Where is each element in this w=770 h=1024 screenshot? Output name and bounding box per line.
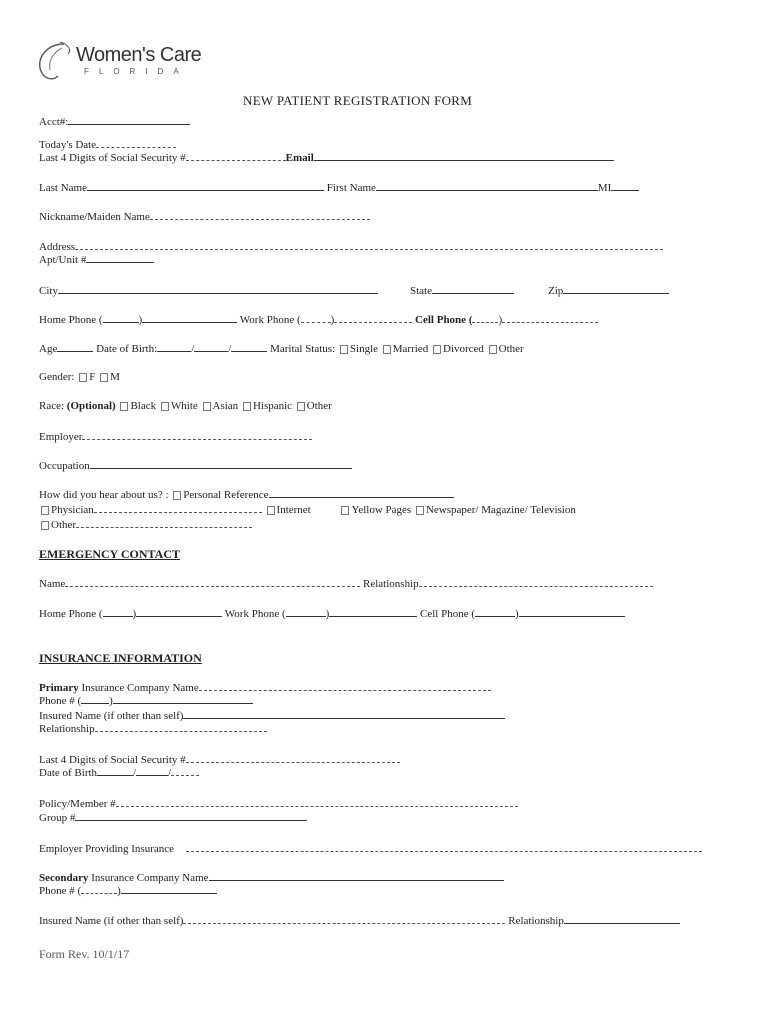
insurance-employer-field[interactable] [186,842,702,852]
home-phone-field[interactable] [142,313,237,323]
secondary-phone-row: Phone # ( ) [39,884,217,897]
emergency-cell-area[interactable] [475,607,515,617]
hear-other-checkbox[interactable] [41,521,49,530]
todays-date-row [39,138,176,151]
emergency-cell-phone-label: Cell Phone ( [420,608,476,620]
emergency-cell-field[interactable] [519,607,625,617]
secondary-company-label: Insurance Company Name [91,872,209,884]
primary-relationship-field[interactable] [95,722,267,732]
insurance-ssn-row [39,753,400,766]
primary-phone-label: Phone # ( [39,695,82,707]
marital-single-label: Single [349,343,379,355]
secondary-label: Secondary [39,872,89,884]
marital-other-label: Other [498,343,524,355]
primary-relationship-label: Relationship [39,723,95,735]
emergency-work-field[interactable] [329,607,417,617]
state-label: State [410,285,432,297]
gender-row [39,371,120,383]
zip-row [548,284,669,297]
ssn-label: Last 4 Digits of Social Security # [39,152,186,164]
address-label: Address [39,241,76,253]
secondary-insured-field[interactable] [183,914,505,924]
race-asian-checkbox[interactable] [203,402,211,411]
acct-label: Acct#: [39,116,69,128]
mi-label: MI [597,182,612,194]
secondary-insured-row [39,914,680,927]
gender-label: Gender: [39,371,75,383]
primary-label: Primary [39,682,79,694]
insurance-ssn-label: Last 4 Digits of Social Security # [39,754,186,766]
race-hispanic-checkbox[interactable] [243,402,251,411]
race-asian-label: Asian [212,400,239,412]
race-white-label: White [170,400,198,412]
hear-internet-checkbox[interactable] [267,506,275,515]
race-label: Race: [39,400,65,412]
race-black-label: Black [130,400,157,412]
todays-date-label: Today's Date [39,139,97,151]
emergency-name-label: Name [39,578,66,590]
form-revision: Form Rev. 10/1/17 [39,947,130,961]
policy-label: Policy/Member # [39,798,116,810]
gender-m-label: M [110,371,120,383]
zip-label: Zip [548,285,564,297]
dob-label: Date of Birth: [96,343,158,355]
emergency-name-field[interactable] [65,577,360,587]
city-label: City [39,285,58,297]
age-label: Age [39,343,58,355]
last-name-field[interactable] [87,181,324,191]
secondary-insured-label: Insured Name (if other than self) [39,915,184,927]
emergency-relationship-field[interactable] [419,577,653,587]
marital-divorced-label: Divorced [442,343,484,355]
emergency-name-row [39,577,653,590]
logo [34,40,224,90]
hear-about-row-3 [39,518,252,531]
employer-label: Employer [39,431,83,443]
insurance-heading: INSURANCE INFORMATION [39,651,202,665]
policy-row [39,797,518,810]
dob-month[interactable] [157,342,191,352]
work-phone-area[interactable] [301,313,331,323]
marital-label: Marital Status: [270,343,336,355]
marital-married-checkbox[interactable] [383,345,391,354]
insurance-ssn-field[interactable] [186,753,400,763]
name-row [39,181,639,194]
secondary-company-field[interactable] [209,871,504,881]
logo-swirl-icon [34,40,74,86]
dob-year[interactable] [231,342,267,352]
apt-field[interactable] [86,253,154,263]
ssn-field[interactable] [186,151,286,161]
dob-day[interactable] [194,342,228,352]
hear-other-label: Other [51,519,77,531]
work-phone-label: Work Phone ( [239,314,301,326]
hear-physician-checkbox[interactable] [41,506,49,515]
work-phone-field[interactable] [334,313,412,323]
insurance-employer-label: Employer Providing Insurance [39,843,175,855]
hear-about-row-2 [39,503,576,516]
group-label: Group # [39,812,76,824]
hear-yellow-pages-label: Yellow Pages [351,504,412,516]
email-label: Email [285,152,314,164]
acct-row [39,115,190,128]
primary-relationship-row [39,722,267,735]
secondary-phone-area[interactable] [81,884,117,894]
policy-field[interactable] [116,797,518,807]
gender-m-checkbox[interactable] [100,373,108,382]
insurance-dob-label: Date of Birth [39,767,98,779]
state-field[interactable] [432,284,514,294]
emergency-heading: EMERGENCY CONTACT [39,547,181,561]
home-phone-area[interactable] [103,313,139,323]
hear-physician-label: Physician [51,504,94,516]
email-field[interactable] [314,151,614,161]
phone-row: Home Phone ( ) Work Phone ( ) Cell Phone ( ) [39,313,598,326]
state-row [410,284,514,297]
group-field[interactable] [75,811,307,821]
primary-phone-area[interactable] [81,694,109,704]
primary-phone-row: Phone # ( ) [39,694,253,707]
logo-name: Women's Care [76,44,202,66]
marital-divorced-checkbox[interactable] [433,345,441,354]
cell-phone-area[interactable] [472,313,498,323]
secondary-phone-label: Phone # ( [39,885,82,897]
mi-field[interactable] [611,181,639,191]
age-row: Age Date of Birth: / / Marital Status: Single Married Divorced Other [39,343,524,355]
cell-phone-field[interactable] [502,313,598,323]
race-white-checkbox[interactable] [161,402,169,411]
age-field[interactable] [57,342,93,352]
hear-yellow-pages-checkbox[interactable] [341,506,349,515]
secondary-relationship-field[interactable] [564,914,680,924]
emergency-home-phone-label: Home Phone ( [39,608,103,620]
home-phone-label: Home Phone ( [39,314,103,326]
gender-f-label: F [89,371,96,383]
city-field[interactable] [58,284,378,294]
marital-other-checkbox[interactable] [489,345,497,354]
emergency-phone-row: Home Phone ( ) Work Phone ( ) Cell Phone ( ) [39,607,625,620]
primary-insured-row [39,709,505,722]
race-optional-label: (Optional) [66,400,116,412]
zip-field[interactable] [563,284,669,294]
employer-field[interactable] [82,430,312,440]
marital-single-checkbox[interactable] [340,345,348,354]
primary-company-label: Insurance Company Name [81,682,199,694]
acct-field[interactable] [68,115,190,125]
insurance-dob-month[interactable] [97,766,133,776]
insurance-dob-day[interactable] [136,766,168,776]
hear-other-field[interactable] [76,518,252,528]
address-field[interactable] [75,240,663,250]
hear-internet-label: Internet [276,504,311,516]
logo-subtitle: FLORIDA [84,67,189,76]
secondary-company-row [39,871,504,884]
ssn-email-row [39,151,614,164]
race-black-checkbox[interactable] [120,402,128,411]
apt-row [39,253,154,266]
hear-reference-label: Personal Reference [183,489,269,501]
insurance-employer-row [39,842,702,855]
employer-row [39,430,312,443]
hear-reference-checkbox[interactable] [173,491,181,500]
cell-phone-label: Cell Phone ( [415,314,473,326]
apt-label: Apt/Unit # [39,254,87,266]
primary-insured-label: Insured Name (if other than self) [39,710,184,722]
secondary-phone-field[interactable] [121,884,217,894]
race-hispanic-label: Hispanic [252,400,293,412]
emergency-work-phone-label: Work Phone ( [224,608,286,620]
marital-married-label: Married [392,343,429,355]
last-name-label: Last Name [39,182,87,194]
gender-f-checkbox[interactable] [79,373,87,382]
race-row [39,400,332,412]
nickname-label: Nickname/Maiden Name [39,211,150,223]
race-other-label: Other [306,400,332,412]
hear-newspaper-checkbox[interactable] [416,506,424,515]
secondary-relationship-label: Relationship [508,915,564,927]
insurance-dob-row: Date of Birth / / [39,766,199,779]
todays-date-field[interactable] [96,138,176,148]
occupation-field[interactable] [90,459,352,469]
primary-insured-field[interactable] [183,709,505,719]
occupation-row [39,459,352,472]
emergency-home-field[interactable] [136,607,222,617]
primary-phone-field[interactable] [113,694,253,704]
hear-physician-field[interactable] [94,503,262,513]
emergency-relationship-label: Relationship [363,578,419,590]
form-title: NEW PATIENT REGISTRATION FORM [243,93,473,108]
first-name-label: First Name [326,182,376,194]
race-other-checkbox[interactable] [297,402,305,411]
primary-company-row [39,681,491,694]
occupation-label: Occupation [39,460,90,472]
hear-about-row [39,488,454,501]
nickname-row [39,210,370,223]
hear-about-label: How did you hear about us? : [39,489,169,501]
hear-newspaper-label: Newspaper/ Magazine/ Television [425,504,576,516]
emergency-home-area[interactable] [103,607,133,617]
primary-company-field[interactable] [199,681,491,691]
emergency-work-area[interactable] [286,607,326,617]
group-row [39,811,307,824]
nickname-field[interactable] [150,210,370,220]
address-row [39,240,663,253]
city-row [39,284,378,297]
insurance-dob-year[interactable] [171,766,199,776]
hear-reference-field[interactable] [269,488,454,498]
first-name-field[interactable] [376,181,598,191]
